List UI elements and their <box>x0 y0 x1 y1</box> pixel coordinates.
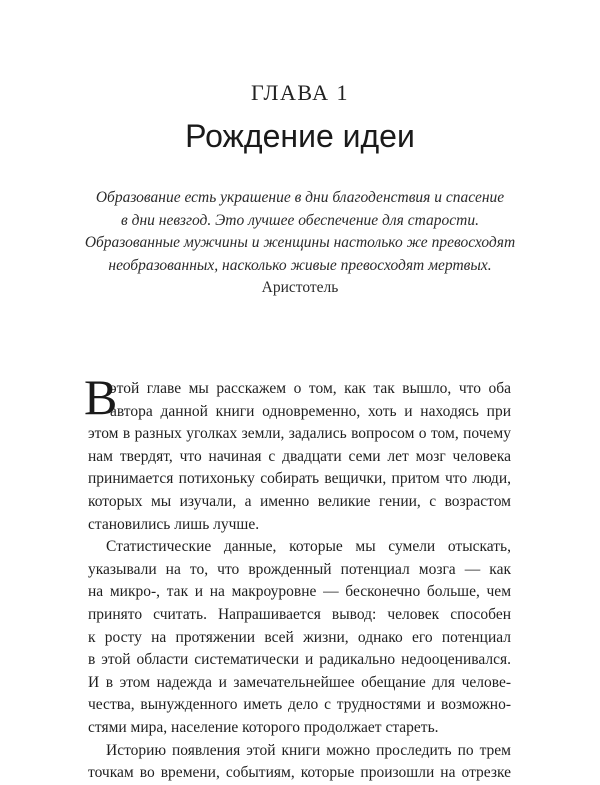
paragraph-2 <box>88 536 511 739</box>
epigraph-author: Аристотель <box>261 279 339 296</box>
text-line: точкам во времени, событиям, которые произошли на отрезке <box>88 764 511 782</box>
text-line: которых мы изучали, а именно великие гении, с возрастом <box>88 492 511 510</box>
text-line: к росту на протяжении всей жизни, однако его потенциал <box>88 628 511 646</box>
chapter-body <box>84 369 511 785</box>
text-line: И в этом надежда и замечательнейшее обещание для челове- <box>88 673 511 691</box>
epigraph-line: необразованных, насколько живые превосходят мертвых. <box>108 256 492 274</box>
text-line: автора данной книги одновременно, хоть и находясь при <box>110 402 511 420</box>
paragraph-3 <box>88 740 511 785</box>
epigraph-line: в дни невзгод. Это лучшее обеспечение для старости. <box>121 211 479 229</box>
text-line: нам твердят, что начиная с двадцати семи лет мозг человека <box>88 447 511 465</box>
text-line: принято считать. Напрашивается вывод: человек способен <box>88 605 511 623</box>
text-line: Статистические данные, которые мы сумели отыскать, <box>106 538 511 556</box>
epigraph <box>0 187 600 300</box>
text-line: этой главе мы расскажем о том, как так вышло, что оба <box>110 380 511 397</box>
text-line: становились лишь лучше. <box>88 515 260 533</box>
text-line: принимается потихоньку собирать вещички, притом что люди, <box>88 470 511 488</box>
drop-cap: В <box>84 369 118 425</box>
epigraph-line: Образованные мужчины и женщины настолько же превосходят <box>84 234 516 251</box>
text-line: на микро-, так и на макроуровне — бесконечно больше, чем <box>88 583 511 601</box>
paragraph-1 <box>88 378 511 536</box>
text-line: в этой области систематически и радикально недооценивался. <box>88 651 511 669</box>
text-line: стями мира, население которого продолжает стареть. <box>88 718 439 736</box>
chapter-title: Рождение идеи <box>185 118 415 154</box>
epigraph-line: Образование есть украшение в дни благоденствия и спасение <box>95 189 505 206</box>
text-line: этом в разных уголках земли, задались вопросом о том, почему <box>88 425 511 443</box>
text-line: чества, вынужденного иметь дело с трудностями и возможно- <box>88 696 511 714</box>
text-line: указывали на то, что врожденный потенциал мозга — как <box>88 560 511 578</box>
chapter-number: ГЛАВА 1 <box>250 80 350 105</box>
text-line: Историю появления этой книги можно проследить по трем <box>106 741 511 759</box>
